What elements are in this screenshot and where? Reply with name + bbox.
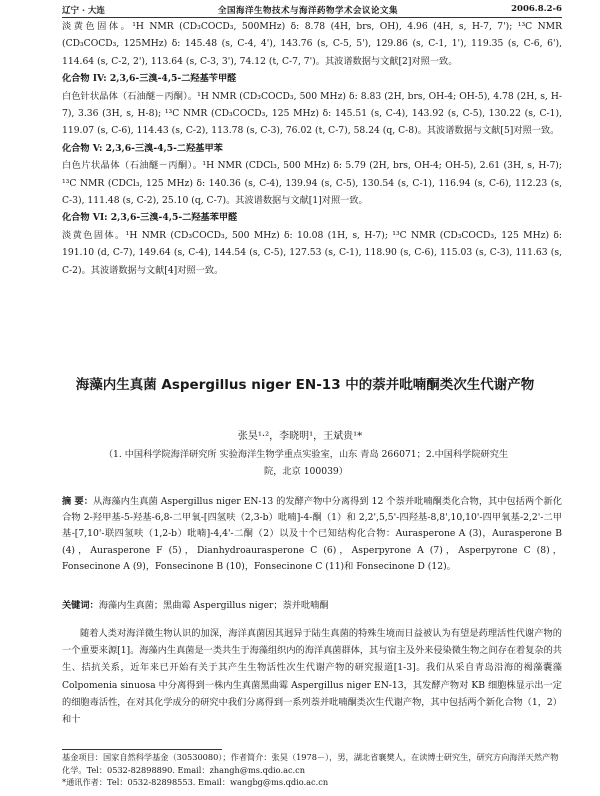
footnote-divider	[62, 749, 222, 750]
abstract-text: 从海藻内生真菌 Aspergillus niger EN-13 的发酵产物中分离得到 12 个萘并吡喃酮类化合物，其中包括两个新化合物 2-羟甲基-5-羟基-6,8-二甲氧-[四氢呋（2,3-b）吡喃]-4-酮（1）和 2,2',5,5'-四羟基-8,8',10,10'-四甲氧基-2,2'-二甲基-[7,10'-联四氢呋（1,2-b）吡喃]-4,4'-二酮（2）以及十个已知结构化合物：Aurasperone A (3)，Aurasperone B (4)，Aurasperone F (5)，Dianhydroaurasperone C (6)，Asperpyrone A (7)，Asperpyrone C (8)，Fonsecinone A (9)，Fonsecinone B (10)，Fonsecinone C (11)和 Fonsecinone D (12)。	[62, 496, 562, 572]
compound-data-section	[62, 18, 562, 279]
article-title: 海藻内生真菌 Aspergillus niger EN-13 中的萘并吡喃酮类次生代谢产物	[75, 377, 535, 393]
keywords-text: 海藻内生真菌；黑曲霉 Aspergillus niger；萘并吡喃酮	[98, 600, 329, 611]
compound-5-data: 白色片状晶体（石油醚－丙酮）。¹H NMR (CDCl₃, 500 MHz) δ: 5.79 (2H, brs, OH-4; OH-5), 2.61 (3H, s, H-7); ¹³C NMR (CDCl₃, 125 MHz) δ: 140.36 (s, C-4), 139.94 (s, C-5), 130.54 (s, C-1), 116.94 (s, C-6), 112.23 (s, C-3), 111.48 (s, C-2), 25.10 (q, C-7)。其波谱数据与文献[1]对照一致。	[62, 160, 562, 207]
running-head-right: 2006.8.2-6	[511, 4, 562, 14]
footnotes	[62, 751, 562, 789]
author-affiliation: （1. 中国科学院海洋研究所 实验海洋生物学重点实验室，山东 青岛 266071；2.中国科学院研究生院，北京 100039）	[103, 449, 509, 477]
compound-4-data: 白色针状晶体（石油醚－丙酮）。¹H NMR (CD₃COCD₃, 500 MHz) δ: 8.83 (2H, brs, OH-4; OH-5), 4.78 (2H, s, H-7), 3.36 (3H, s, H-8); ¹³C NMR (CD₃COCD₃, 125 MHz) δ: 145.51 (s, C-4), 143.92 (s, C-5), 130.22 (s, C-1), 119.07 (s, C-6), 114.43 (s, C-2), 113.78 (s, C-3), 76.02 (t, C-7), 58.24 (q, C-8)。其波谱数据与文献[5]对照一致。	[62, 90, 562, 137]
running-head-left: 辽宁 · 大连	[62, 6, 105, 16]
abstract-label: 摘 要：	[62, 496, 94, 507]
compound-5-title: 化合物 V: 2,3,6-三溴-4,5-二羟基甲苯	[62, 142, 223, 154]
running-head-center: 全国海洋生物技术与海洋药物学术会议论文集	[218, 6, 399, 16]
compound-6-title: 化合物 VI: 2,3,6-三溴-4,5-二羟基苯甲醛	[62, 212, 238, 224]
running-head	[62, 4, 562, 18]
abstract	[62, 494, 562, 575]
compound-3-data: 淡黄色固体。¹H NMR (CD₃COCD₃, 500MHz) δ: 8.78 (4H, brs, OH), 4.96 (4H, s, H-7, 7'); ¹³C NMR (CD₃COCD₃, 125MHz) δ: 145.48 (s, C-4, 4'), 143.76 (s, C-5, 5'), 129.86 (s, C-1, 1'), 119.35 (s, C-6, 6'), 114.64 (s, C-2, 2'), 113.64 (s, C-3, 3'), 74.12 (t, C-7, 7')。其波谱数据与文献[2]对照一致。	[62, 21, 562, 67]
footnote-correspondence: *通讯作者：Tel：0532-82898553. Email：wangbg@ms.qdio.ac.cn	[62, 777, 329, 788]
keywords-label: 关键词：	[62, 600, 99, 611]
footnote-funding: 基金项目：国家自然科学基金（30530080）；作者简介：张昊（1978－），男，湖北省襄樊人，在读博士研究生，研究方向海洋天然产物化学。Tel：0532-82898890. Email：zhangh@ms.qdio.ac.cn	[62, 752, 559, 775]
compound-6-data: 淡黄色固体。¹H NMR (CD₃COCD₃, 500 MHz) δ: 10.08 (1H, s, H-7); ¹³C NMR (CD₃COCD₃, 125 MHz) δ: 191.10 (d, C-7), 149.64 (s, C-4), 144.54 (s, C-5), 127.53 (s, C-1), 118.90 (s, C-6), 115.03 (s, C-3), 111.63 (s, C-2)。其波谱数据与文献[4]对照一致。	[62, 229, 562, 276]
introduction-paragraph: 随着人类对海洋微生物认识的加深，海洋真菌因其迥异于陆生真菌的特殊生境而日益被认为有望是药理活性代谢产物的一个重要来源[1]。海藻内生真菌是一类共生于海藻组织内的海洋真菌群体，其与宿主及外来侵染微生物之间存在着复杂的共生、拮抗关系，近年来已开始有关于其产生生物活性次生代谢产物的研究报道[1-3]。我们从采自青岛沿海的褐藻囊藻 Colpomenia sinuosa 中分离得到一株内生真菌黑曲霉 Aspergillus niger EN-13，其发酵产物对 KB 细胞株显示出一定的细胞毒活性，在对其化学成分的研究中我们分离得到一系列萘并吡喃酮类次生代谢产物，其中包括两个新化合物（1，2）和十	[62, 628, 562, 726]
compound-4-title: 化合物 IV: 2,3,6-三溴-4,5-二羟基苄甲醛	[62, 73, 237, 85]
keywords	[62, 598, 562, 614]
author-list: 张昊¹·²，李晓明¹，王斌贵¹*	[237, 431, 363, 442]
